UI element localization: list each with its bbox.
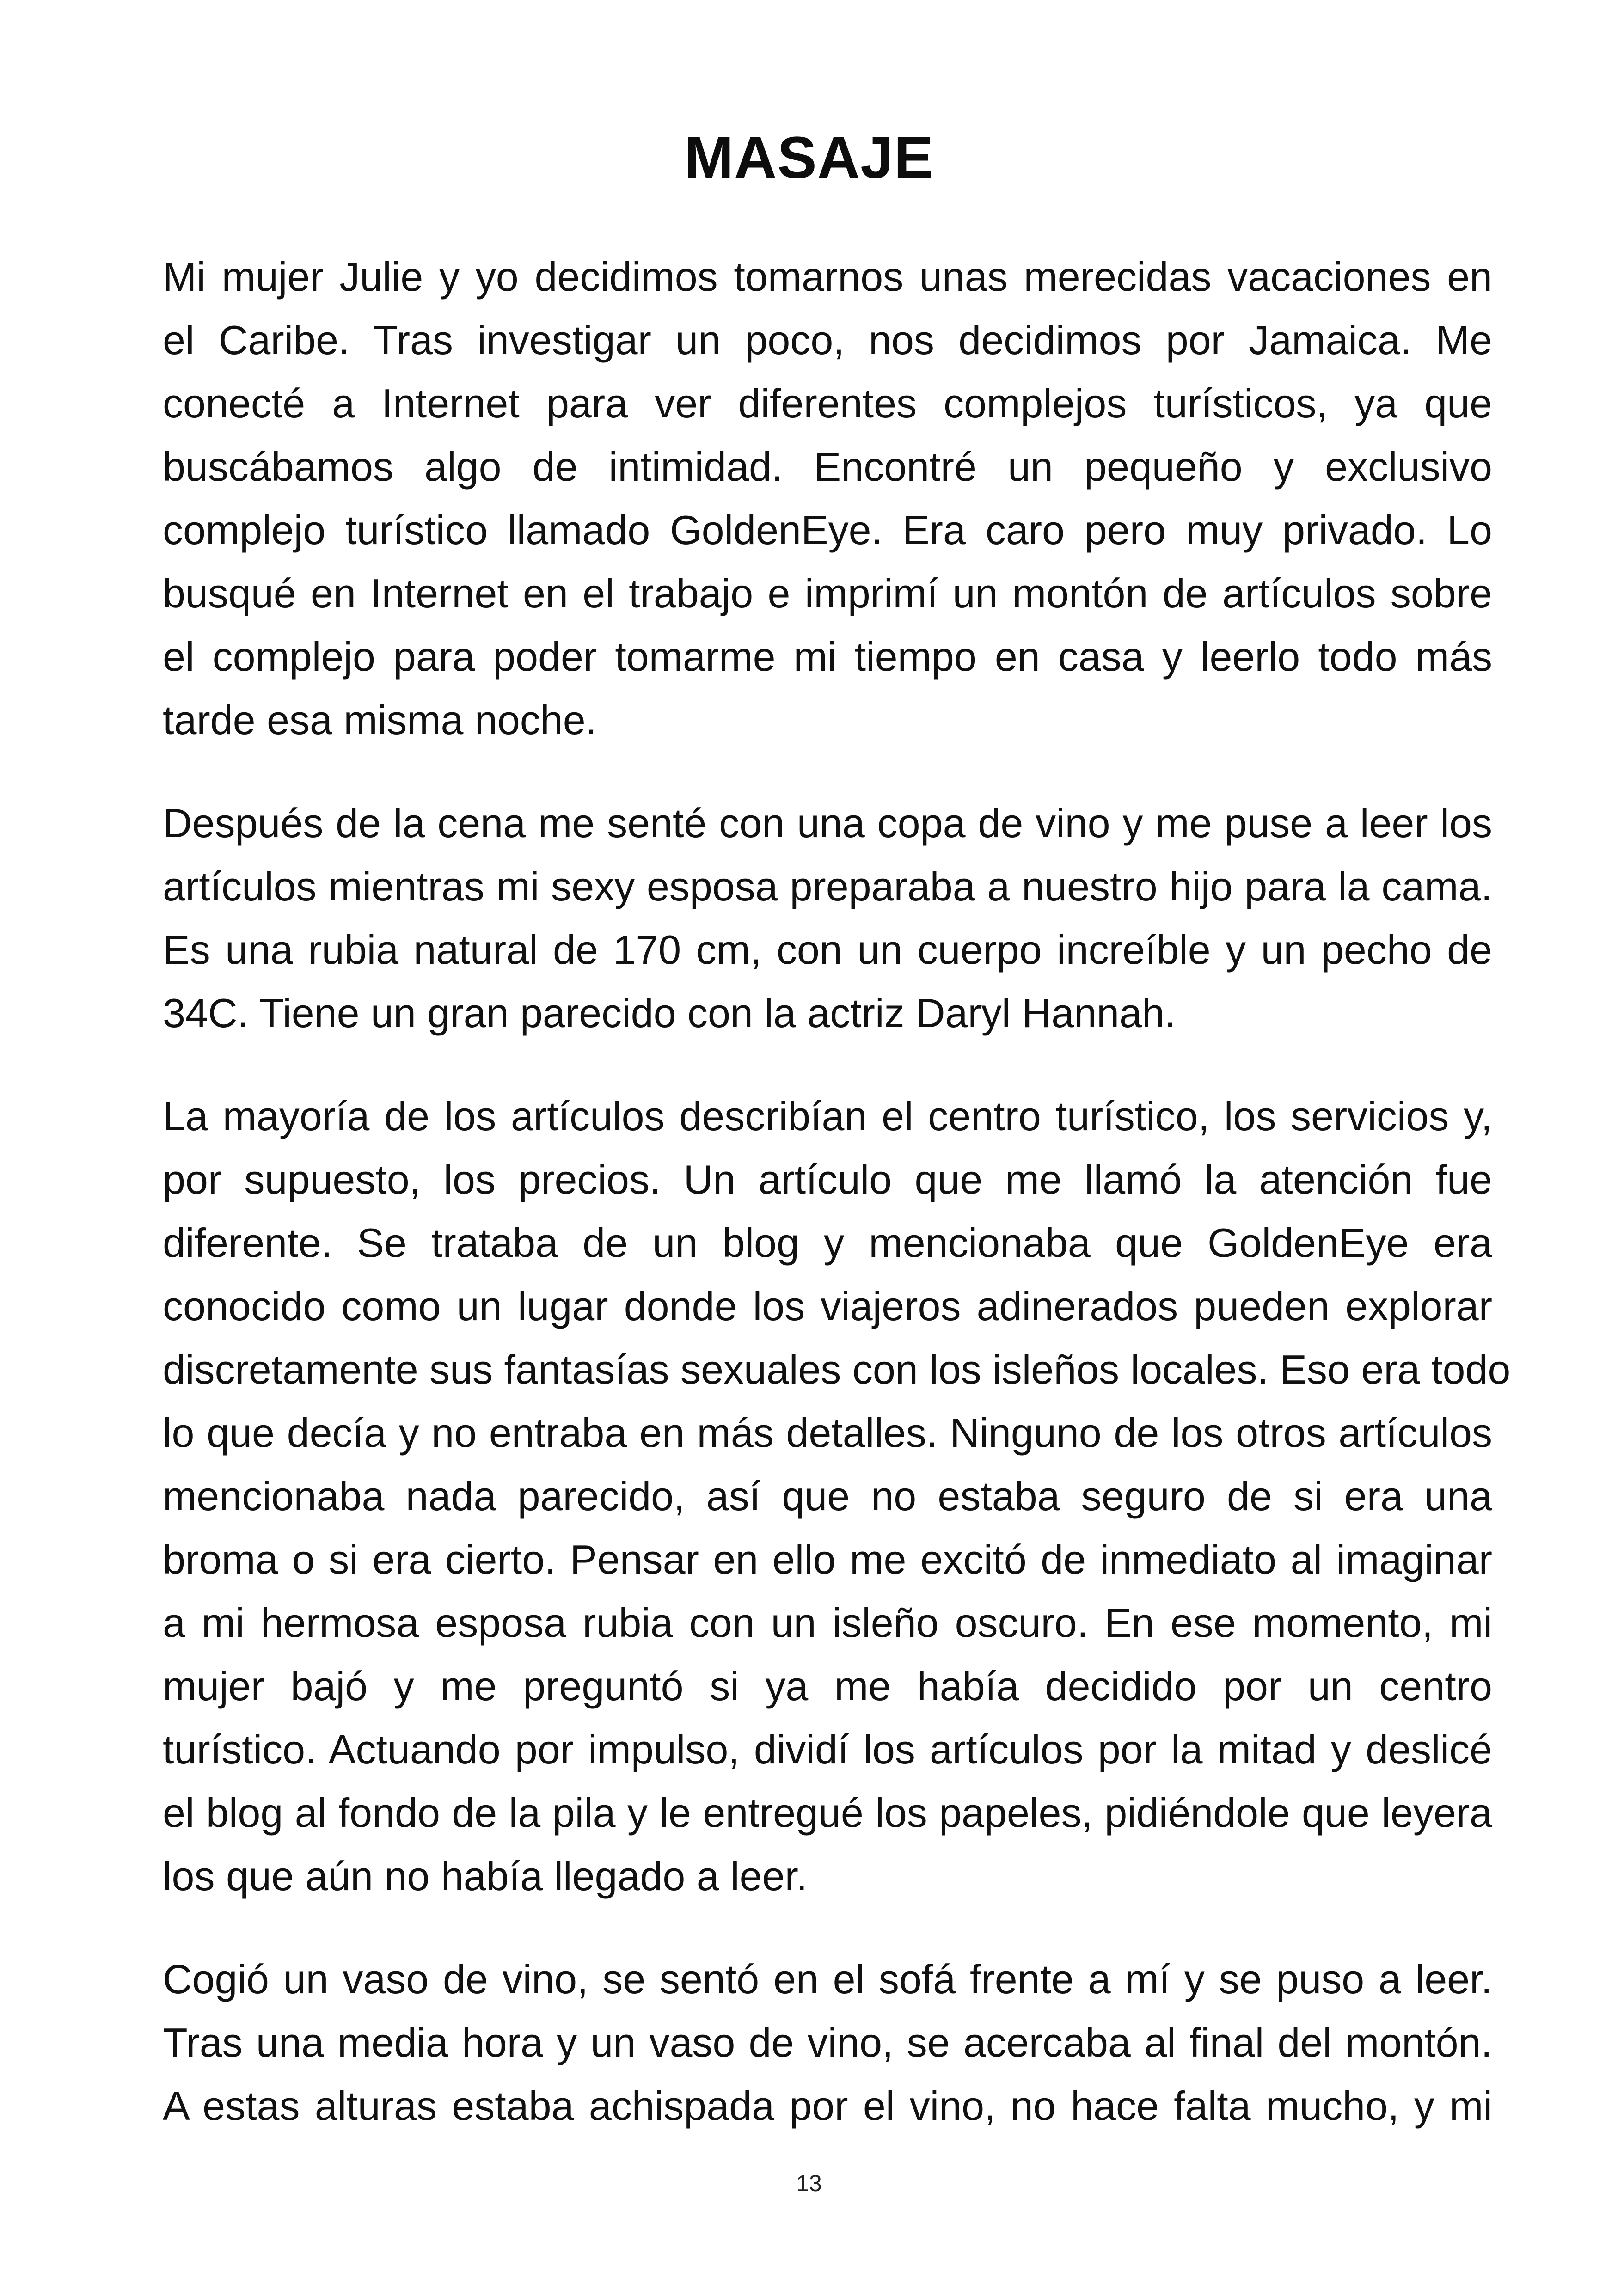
text-line: tarde esa misma noche. <box>163 697 597 743</box>
text-line: complejo turístico llamado GoldenEye. Era caro pero muy privado. Lo <box>163 507 1492 553</box>
text-line: Después de la cena me senté con una copa de vino y me puse a leer los <box>163 800 1492 846</box>
text-line: 34C. Tiene un gran parecido con la actriz Daryl Hannah. <box>163 990 1176 1036</box>
text-line: conecté a Internet para ver diferentes complejos turísticos, ya que <box>163 380 1492 426</box>
text-line: el complejo para poder tomarme mi tiempo en casa y leerlo todo más <box>163 634 1492 680</box>
page-number: 13 <box>796 2170 822 2196</box>
text-line: diferente. Se trataba de un blog y mencionaba que GoldenEye era <box>163 1220 1492 1266</box>
text-line: mujer bajó y me preguntó si ya me había decidido por un centro <box>163 1663 1492 1709</box>
page-title: MASAJE <box>684 125 934 191</box>
paragraph <box>163 791 1492 1045</box>
body-text <box>163 245 1511 2177</box>
text-line: broma o si era cierto. Pensar en ello me excitó de inmediato al imaginar <box>163 1537 1492 1582</box>
text-line: a mi hermosa esposa rubia con un isleño oscuro. En ese momento, mi <box>163 1600 1492 1646</box>
paragraph <box>163 1084 1511 1908</box>
text-line: el blog al fondo de la pila y le entregué los papeles, pidiéndole que leyera <box>163 1790 1492 1836</box>
text-line: A estas alturas estaba achispada por el vino, no hace falta mucho, y mi <box>163 2083 1492 2129</box>
text-line: discretamente sus fantasías sexuales con los isleños locales. Eso era todo <box>163 1347 1511 1392</box>
text-line: mencionaba nada parecido, así que no estaba seguro de si era una <box>163 1473 1492 1519</box>
text-line: los que aún no había llegado a leer. <box>163 1853 808 1899</box>
paragraph <box>163 1947 1492 2137</box>
text-line: busqué en Internet en el trabajo e imprimí un montón de artículos sobre <box>163 570 1492 616</box>
text-line: turístico. Actuando por impulso, dividí los artículos por la mitad y deslicé <box>163 1727 1492 1772</box>
text-line: lo que decía y no entraba en más detalles. Ninguno de los otros artículos <box>163 1410 1492 1456</box>
text-line: artículos mientras mi sexy esposa preparaba a nuestro hijo para la cama. <box>163 863 1492 909</box>
text-line: Es una rubia natural de 170 cm, con un cuerpo increíble y un pecho de <box>163 927 1492 973</box>
text-line: buscábamos algo de intimidad. Encontré un pequeño y exclusivo <box>163 444 1492 490</box>
text-line: conocido como un lugar donde los viajeros adinerados pueden explorar <box>163 1283 1492 1329</box>
text-line: por supuesto, los precios. Un artículo que me llamó la atención fue <box>163 1157 1492 1202</box>
text-line: Tras una media hora y un vaso de vino, se acercaba al final del montón. <box>163 2020 1492 2065</box>
text-line: Cogió un vaso de vino, se sentó en el sofá frente a mí y se puso a leer. <box>163 1956 1492 2002</box>
text-line: el Caribe. Tras investigar un poco, nos decidimos por Jamaica. Me <box>163 317 1492 363</box>
text-line: Mi mujer Julie y yo decidimos tomarnos unas merecidas vacaciones en <box>163 254 1492 300</box>
paragraph <box>163 245 1492 752</box>
text-line: La mayoría de los artículos describían el centro turístico, los servicios y, <box>163 1093 1492 1139</box>
